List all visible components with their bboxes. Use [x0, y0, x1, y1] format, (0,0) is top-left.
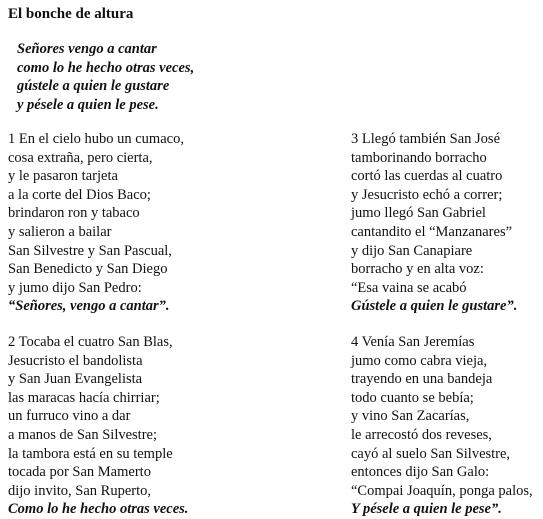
stanza-line: la tambora está en su temple	[8, 445, 173, 462]
chorus-line: como lo he hecho otras veces,	[17, 59, 195, 76]
stanza-line: San Silvestre y San Pascual,	[8, 242, 172, 259]
stanza-line: San Benedicto y San Diego	[8, 261, 168, 278]
stanza-line: jumo como cabra vieja,	[351, 352, 488, 369]
stanza-line: 1 En el cielo hubo un cumaco,	[8, 131, 184, 147]
stanza-line: cortó las cuerdas al cuatro	[351, 168, 503, 185]
stanza-line: 2 Tocaba el cuatro San Blas,	[8, 334, 173, 350]
stanza-line: brindaron ron y tabaco	[8, 205, 140, 222]
stanza-line: 4 Venía San Jeremías	[351, 334, 475, 350]
stanza-line: y salieron a bailar	[8, 223, 112, 240]
stanza-line: un furruco vino a dar	[8, 408, 131, 425]
stanza-line: a la corte del Dios Baco;	[8, 186, 151, 203]
stanza-line: trayendo en una bandeja	[351, 371, 493, 388]
stanza-refrain: Y pésele a quien le pese”.	[351, 501, 502, 518]
stanza-line: y dijo San Canapiare	[351, 242, 473, 259]
stanza-line: jumo llegó San Gabriel	[351, 205, 486, 222]
stanza-line: “Compai Joaquín, ponga palos,	[351, 482, 533, 499]
stanza-1	[8, 130, 184, 316]
stanza-line: entonces dijo San Galo:	[351, 464, 490, 481]
stanza-line: cayó al suelo San Silvestre,	[351, 445, 511, 462]
stanza-line: y Jesucristo echó a correr;	[351, 186, 503, 203]
chorus-line: Señores vengo a cantar	[17, 41, 157, 57]
stanza-line: borracho y en alta voz:	[351, 261, 484, 278]
stanza-refrain: “Señores, vengo a cantar”.	[8, 298, 170, 315]
stanza-refrain: Gústele a quien le gustare”.	[351, 298, 518, 315]
stanza-line: dijo invito, San Ruperto,	[8, 482, 151, 499]
stanza-line: Jesucristo el bandolista	[8, 352, 143, 369]
stanza-line: y le pasaron tarjeta	[8, 168, 118, 185]
chorus-line: y pésele a quien le pese.	[17, 96, 159, 113]
stanza-line: todo cuanto se bebía;	[351, 389, 474, 406]
stanza-line: a manos de San Silvestre;	[8, 426, 158, 443]
stanza-3	[351, 130, 517, 316]
stanza-line: y San Juan Evangelista	[8, 371, 143, 388]
stanza-line: tocada por San Mamerto	[8, 464, 151, 481]
stanza-line: “Esa vaina se acabó	[351, 279, 467, 296]
stanza-line: cosa extraña, pero cierta,	[8, 149, 153, 166]
stanza-4	[351, 333, 533, 519]
stanza-line: tamborinando borracho	[351, 149, 487, 166]
stanza-2	[8, 333, 188, 519]
chorus-line: gústele a quien le gustare	[17, 78, 170, 95]
stanza-line: le arrecostó dos reveses,	[351, 426, 492, 443]
chorus	[17, 40, 194, 114]
stanza-line: y vino San Zacarías,	[351, 408, 470, 425]
poem-title: El bonche de altura	[8, 6, 134, 22]
stanza-line: 3 Llegó también San José	[351, 131, 501, 147]
stanza-line: las maracas hacía chirriar;	[8, 389, 160, 406]
stanza-line: cantandito el “Manzanares”	[351, 223, 513, 240]
stanza-refrain: Como lo he hecho otras veces.	[8, 501, 189, 518]
stanza-line: y jumo dijo San Pedro:	[8, 279, 142, 296]
